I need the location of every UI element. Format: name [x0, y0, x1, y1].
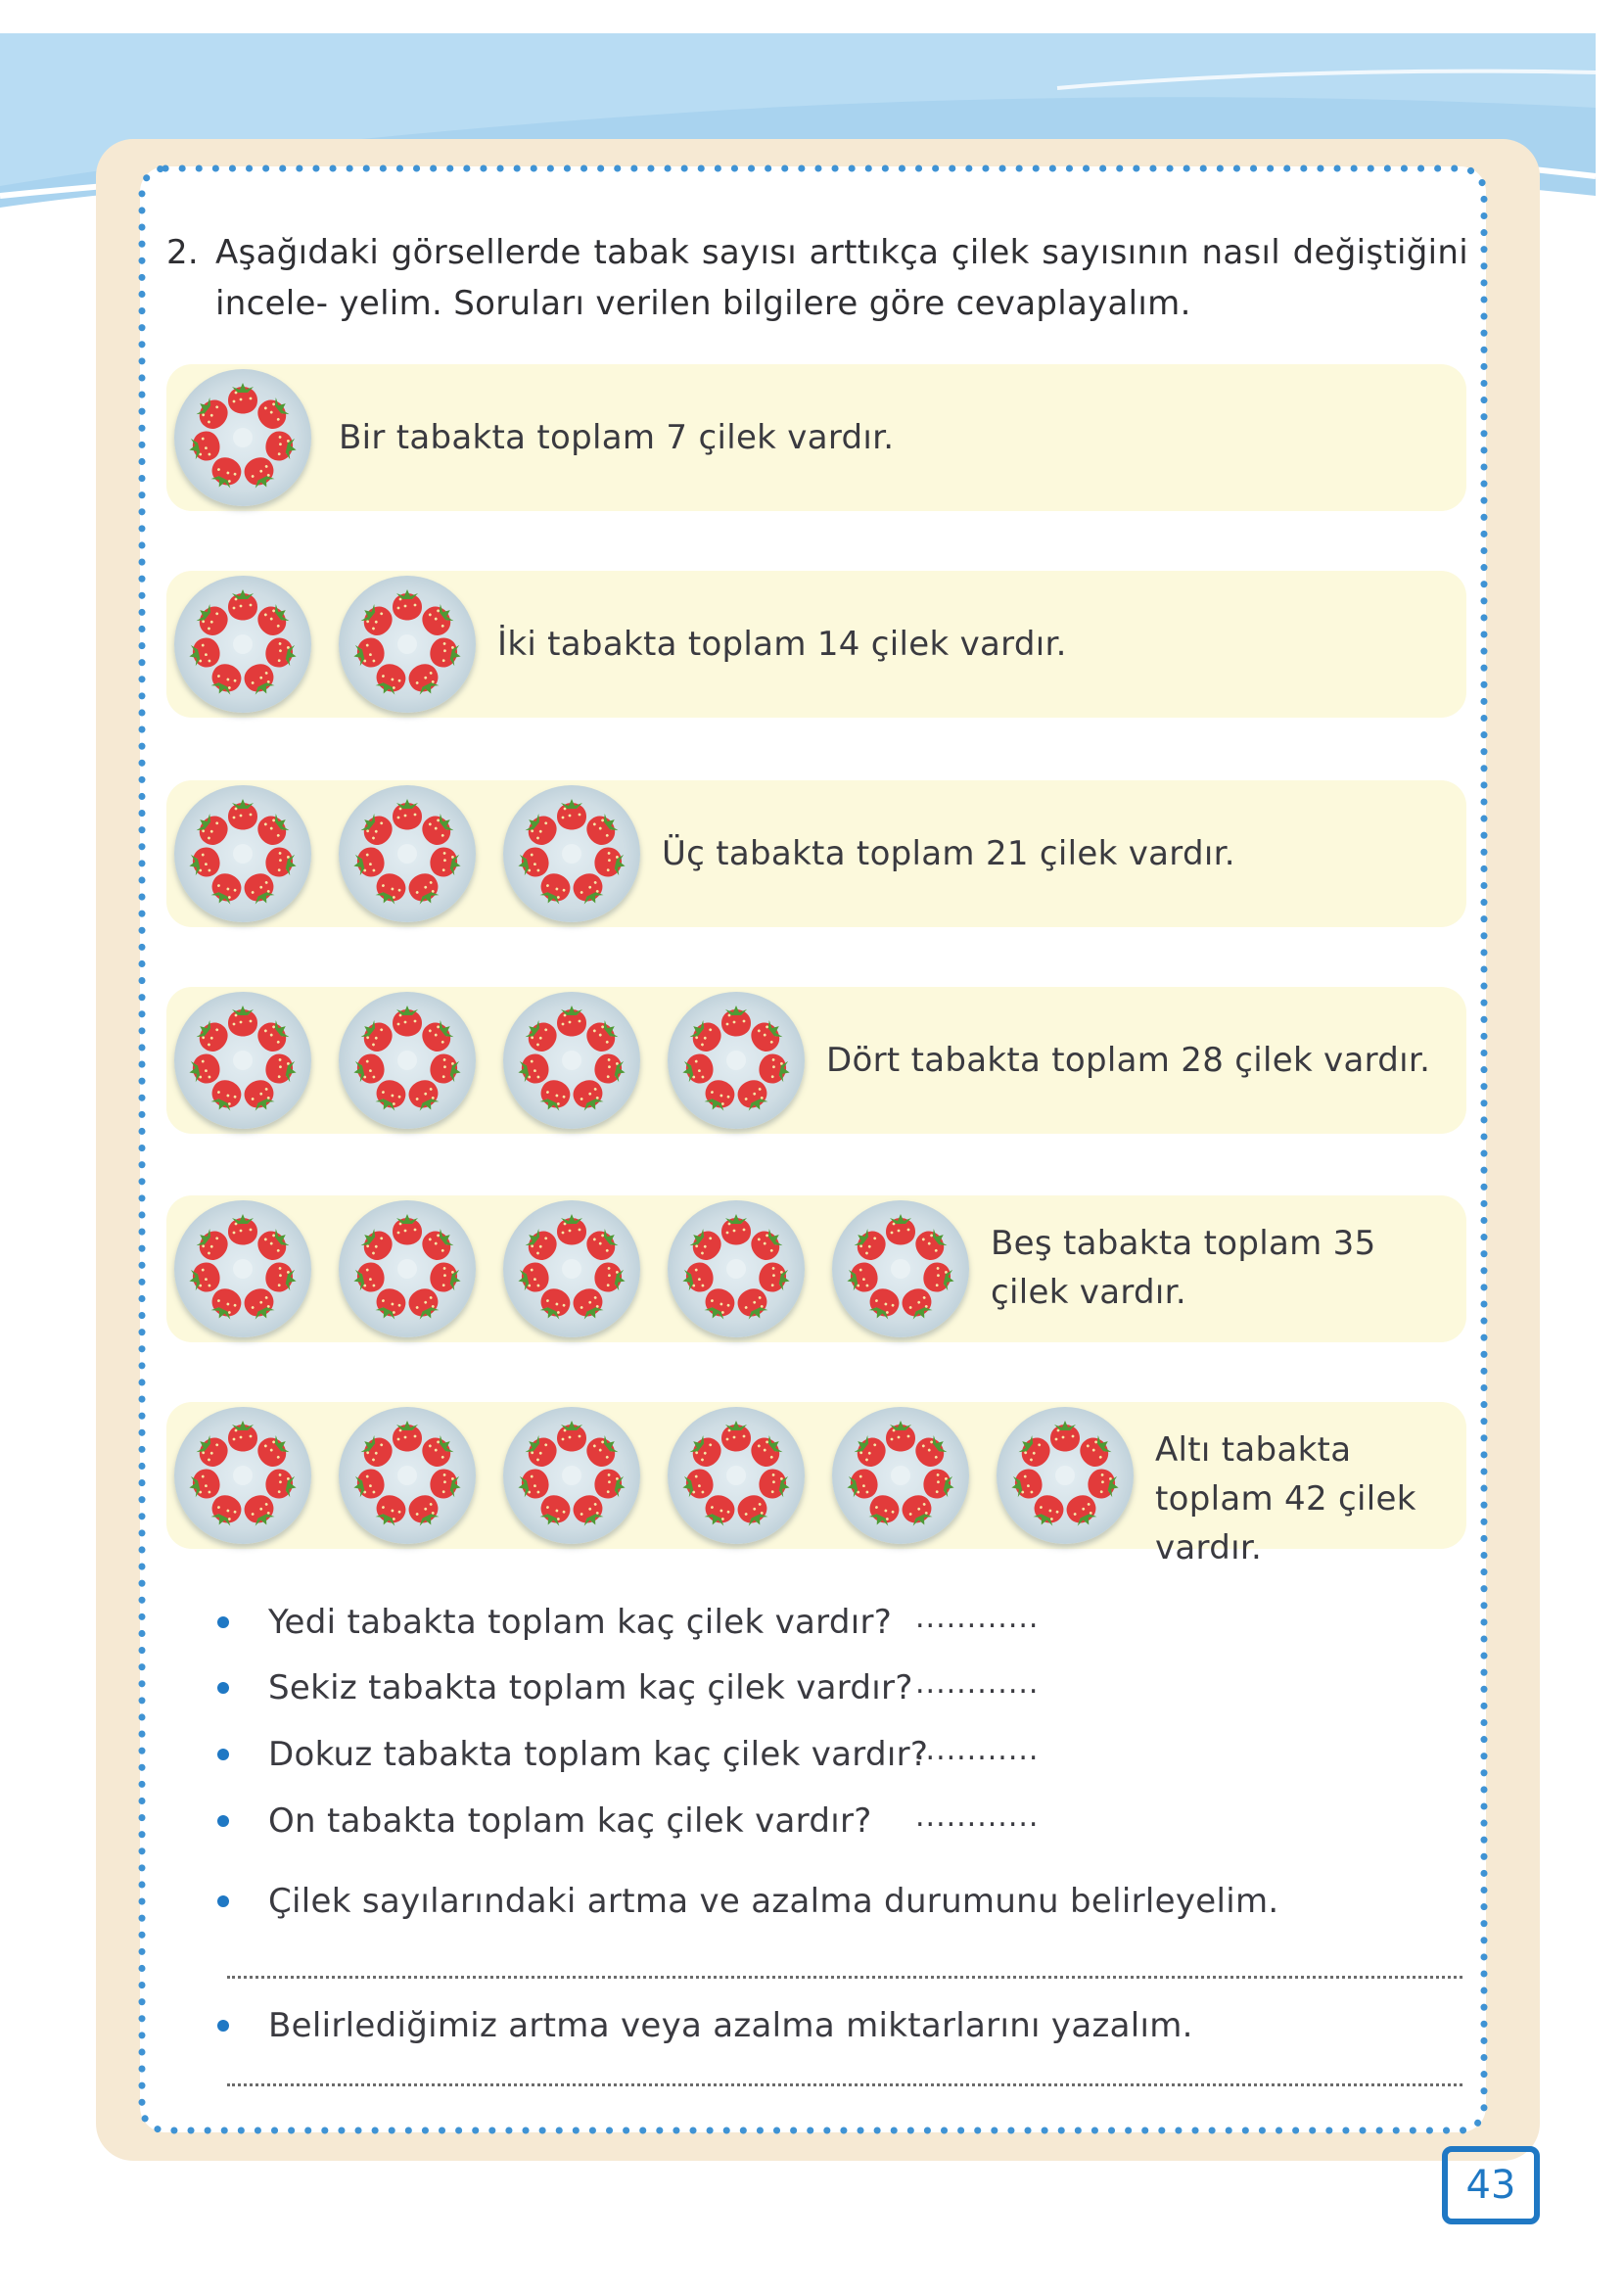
strawberry-plate-icon: [832, 1200, 969, 1337]
strawberry-icon: [581, 1429, 624, 1472]
strawberry-icon: [721, 1421, 751, 1452]
strawberry-icon: [679, 1260, 716, 1295]
strawberry-icon: [520, 808, 562, 850]
strawberry-icon: [186, 1467, 222, 1502]
strawberry-icon: [228, 1214, 257, 1245]
bullet-icon: [217, 2020, 229, 2032]
strawberry-icon: [520, 1223, 562, 1265]
strawberry-plate-icon: [503, 785, 640, 922]
strawberry-icon: [1086, 1467, 1122, 1502]
strawberry-icon: [592, 845, 628, 880]
strawberry-icon: [186, 429, 222, 464]
strawberry-icon: [557, 1421, 586, 1452]
strawberry-icon: [515, 1467, 551, 1502]
strawberry-icon: [886, 1214, 915, 1245]
strawberry-icon: [393, 589, 422, 621]
question-text: Sekiz tabakta toplam kaç çilek vardır?: [268, 1668, 913, 1707]
answer-blank[interactable]: ............: [915, 1733, 1040, 1767]
strawberry-icon: [350, 1260, 387, 1295]
strawberry-icon: [581, 1014, 624, 1056]
question-text: On tabakta toplam kaç çilek vardır?: [268, 1801, 872, 1841]
strawberry-icon: [186, 845, 222, 880]
strawberry-plate-icon: [339, 992, 476, 1129]
strawberry-icon: [910, 1429, 952, 1472]
bullet-icon: [217, 1749, 229, 1760]
row-statement: Altı tabakta toplam 42 çilek vardır.: [1155, 1430, 1416, 1567]
strawberry-icon: [515, 1052, 551, 1087]
strawberry-icon: [910, 1223, 952, 1265]
strawberry-icon: [557, 1005, 586, 1037]
strawberry-icon: [253, 808, 295, 850]
strawberry-icon: [1075, 1429, 1117, 1472]
task-text: Belirlediğimiz artma veya azalma miktarlarını yazalım.: [268, 2006, 1193, 2045]
strawberry-plate-icon: [832, 1407, 969, 1544]
strawberry-icon: [228, 383, 257, 414]
task-text: Çilek sayılarındaki artma ve azalma durumunu belirleyelim.: [268, 1882, 1279, 1921]
strawberry-icon: [1050, 1421, 1080, 1452]
strawberry-icon: [921, 1467, 957, 1502]
strawberry-icon: [557, 799, 586, 830]
strawberry-icon: [520, 1429, 562, 1472]
strawberry-icon: [355, 808, 397, 850]
row-statement: Üç tabakta toplam 21 çilek vardır.: [662, 834, 1235, 873]
bullet-icon: [217, 1616, 229, 1628]
strawberry-plate-icon: [339, 1407, 476, 1544]
strawberry-icon: [746, 1429, 788, 1472]
strawberry-icon: [253, 1014, 295, 1056]
strawberry-icon: [592, 1260, 628, 1295]
strawberry-icon: [1013, 1429, 1055, 1472]
strawberry-icon: [428, 1467, 464, 1502]
strawberry-icon: [1008, 1467, 1044, 1502]
strawberry-icon: [186, 1052, 222, 1087]
strawberry-icon: [393, 799, 422, 830]
strawberry-icon: [355, 1014, 397, 1056]
strawberry-plate-icon: [339, 1200, 476, 1337]
strawberry-icon: [253, 1223, 295, 1265]
strawberry-icon: [581, 1223, 624, 1265]
strawberry-icon: [350, 845, 387, 880]
strawberry-icon: [684, 1223, 726, 1265]
row-statement: Dört tabakta toplam 28 çilek vardır.: [826, 1041, 1431, 1080]
strawberry-icon: [746, 1223, 788, 1265]
strawberry-icon: [393, 1421, 422, 1452]
instruction-text: Aşağıdaki görsellerde tabak sayısı arttıkça çilek sayısının nasıl değiştiğini incele- yelim. Soruları verilen bilgilere göre cevaplayalım.: [215, 233, 1468, 323]
strawberry-icon: [393, 1005, 422, 1037]
strawberry-plate-icon: [503, 992, 640, 1129]
strawberry-icon: [355, 1429, 397, 1472]
strawberry-icon: [581, 808, 624, 850]
strawberry-icon: [757, 1467, 793, 1502]
strawberry-icon: [417, 808, 459, 850]
strawberry-plate-icon: [174, 369, 311, 506]
strawberry-plate-icon: [339, 576, 476, 713]
row-statement: İki tabakta toplam 14 çilek vardır.: [497, 625, 1067, 664]
strawberry-plate-icon: [668, 992, 805, 1129]
strawberry-icon: [417, 598, 459, 640]
strawberry-icon: [191, 1429, 233, 1472]
exercise-instruction: [166, 227, 1468, 329]
answer-blank[interactable]: ............: [915, 1800, 1040, 1834]
bullet-icon: [217, 1815, 229, 1827]
exercise-number: 2.: [166, 233, 200, 272]
strawberry-plate-icon: [174, 992, 311, 1129]
strawberry-icon: [355, 598, 397, 640]
answer-blank[interactable]: ............: [915, 1666, 1040, 1701]
strawberry-icon: [191, 1014, 233, 1056]
question-text: Yedi tabakta toplam kaç çilek vardır?: [268, 1603, 893, 1642]
strawberry-icon: [520, 1014, 562, 1056]
strawberry-icon: [849, 1223, 891, 1265]
row-statement: Bir tabakta toplam 7 çilek vardır.: [339, 418, 895, 457]
strawberry-icon: [849, 1429, 891, 1472]
strawberry-icon: [350, 1467, 387, 1502]
strawberry-icon: [253, 598, 295, 640]
strawberry-icon: [921, 1260, 957, 1295]
strawberry-icon: [191, 808, 233, 850]
strawberry-icon: [228, 589, 257, 621]
strawberry-plate-icon: [339, 785, 476, 922]
strawberry-icon: [679, 1052, 716, 1087]
bullet-icon: [217, 1682, 229, 1694]
strawberry-icon: [263, 845, 300, 880]
strawberry-icon: [253, 392, 295, 434]
strawberry-icon: [679, 1467, 716, 1502]
strawberry-icon: [355, 1223, 397, 1265]
strawberry-icon: [228, 1421, 257, 1452]
strawberry-icon: [228, 1005, 257, 1037]
strawberry-plate-icon: [503, 1407, 640, 1544]
strawberry-icon: [263, 1260, 300, 1295]
row-statement: Beş tabakta toplam 35 çilek vardır.: [991, 1224, 1376, 1312]
strawberry-icon: [263, 1467, 300, 1502]
strawberry-plate-icon: [503, 1200, 640, 1337]
strawberry-icon: [515, 1260, 551, 1295]
strawberry-icon: [191, 392, 233, 434]
strawberry-icon: [428, 1052, 464, 1087]
strawberry-icon: [746, 1014, 788, 1056]
strawberry-icon: [886, 1421, 915, 1452]
page-number: 43: [1442, 2146, 1540, 2224]
strawberry-icon: [263, 429, 300, 464]
strawberry-icon: [557, 1214, 586, 1245]
strawberry-icon: [721, 1214, 751, 1245]
strawberry-icon: [417, 1429, 459, 1472]
strawberry-icon: [186, 635, 222, 671]
strawberry-plate-icon: [668, 1200, 805, 1337]
strawberry-icon: [350, 1052, 387, 1087]
strawberry-plate-icon: [174, 1407, 311, 1544]
strawberry-icon: [428, 635, 464, 671]
strawberry-icon: [191, 598, 233, 640]
strawberry-icon: [684, 1014, 726, 1056]
strawberry-plate-icon: [174, 576, 311, 713]
strawberry-icon: [592, 1467, 628, 1502]
strawberry-icon: [228, 799, 257, 830]
strawberry-icon: [592, 1052, 628, 1087]
strawberry-icon: [263, 635, 300, 671]
strawberry-icon: [428, 1260, 464, 1295]
strawberry-icon: [684, 1429, 726, 1472]
strawberry-plate-icon: [174, 785, 311, 922]
strawberry-icon: [757, 1052, 793, 1087]
strawberry-plate-icon: [668, 1407, 805, 1544]
strawberry-icon: [721, 1005, 751, 1037]
strawberry-plate-icon: [174, 1200, 311, 1337]
strawberry-icon: [428, 845, 464, 880]
answer-line[interactable]: [227, 2083, 1462, 2086]
strawberry-icon: [393, 1214, 422, 1245]
strawberry-icon: [417, 1014, 459, 1056]
strawberry-icon: [186, 1260, 222, 1295]
question-text: Dokuz tabakta toplam kaç çilek vardır?: [268, 1735, 929, 1774]
strawberry-icon: [350, 635, 387, 671]
strawberry-icon: [844, 1260, 880, 1295]
answer-line[interactable]: [227, 1976, 1462, 1979]
strawberry-icon: [844, 1467, 880, 1502]
strawberry-icon: [263, 1052, 300, 1087]
bullet-icon: [217, 1895, 229, 1907]
strawberry-icon: [757, 1260, 793, 1295]
strawberry-icon: [191, 1223, 233, 1265]
strawberry-icon: [515, 845, 551, 880]
strawberry-plate-icon: [997, 1407, 1134, 1544]
strawberry-icon: [417, 1223, 459, 1265]
answer-blank[interactable]: ............: [915, 1601, 1040, 1635]
strawberry-icon: [253, 1429, 295, 1472]
